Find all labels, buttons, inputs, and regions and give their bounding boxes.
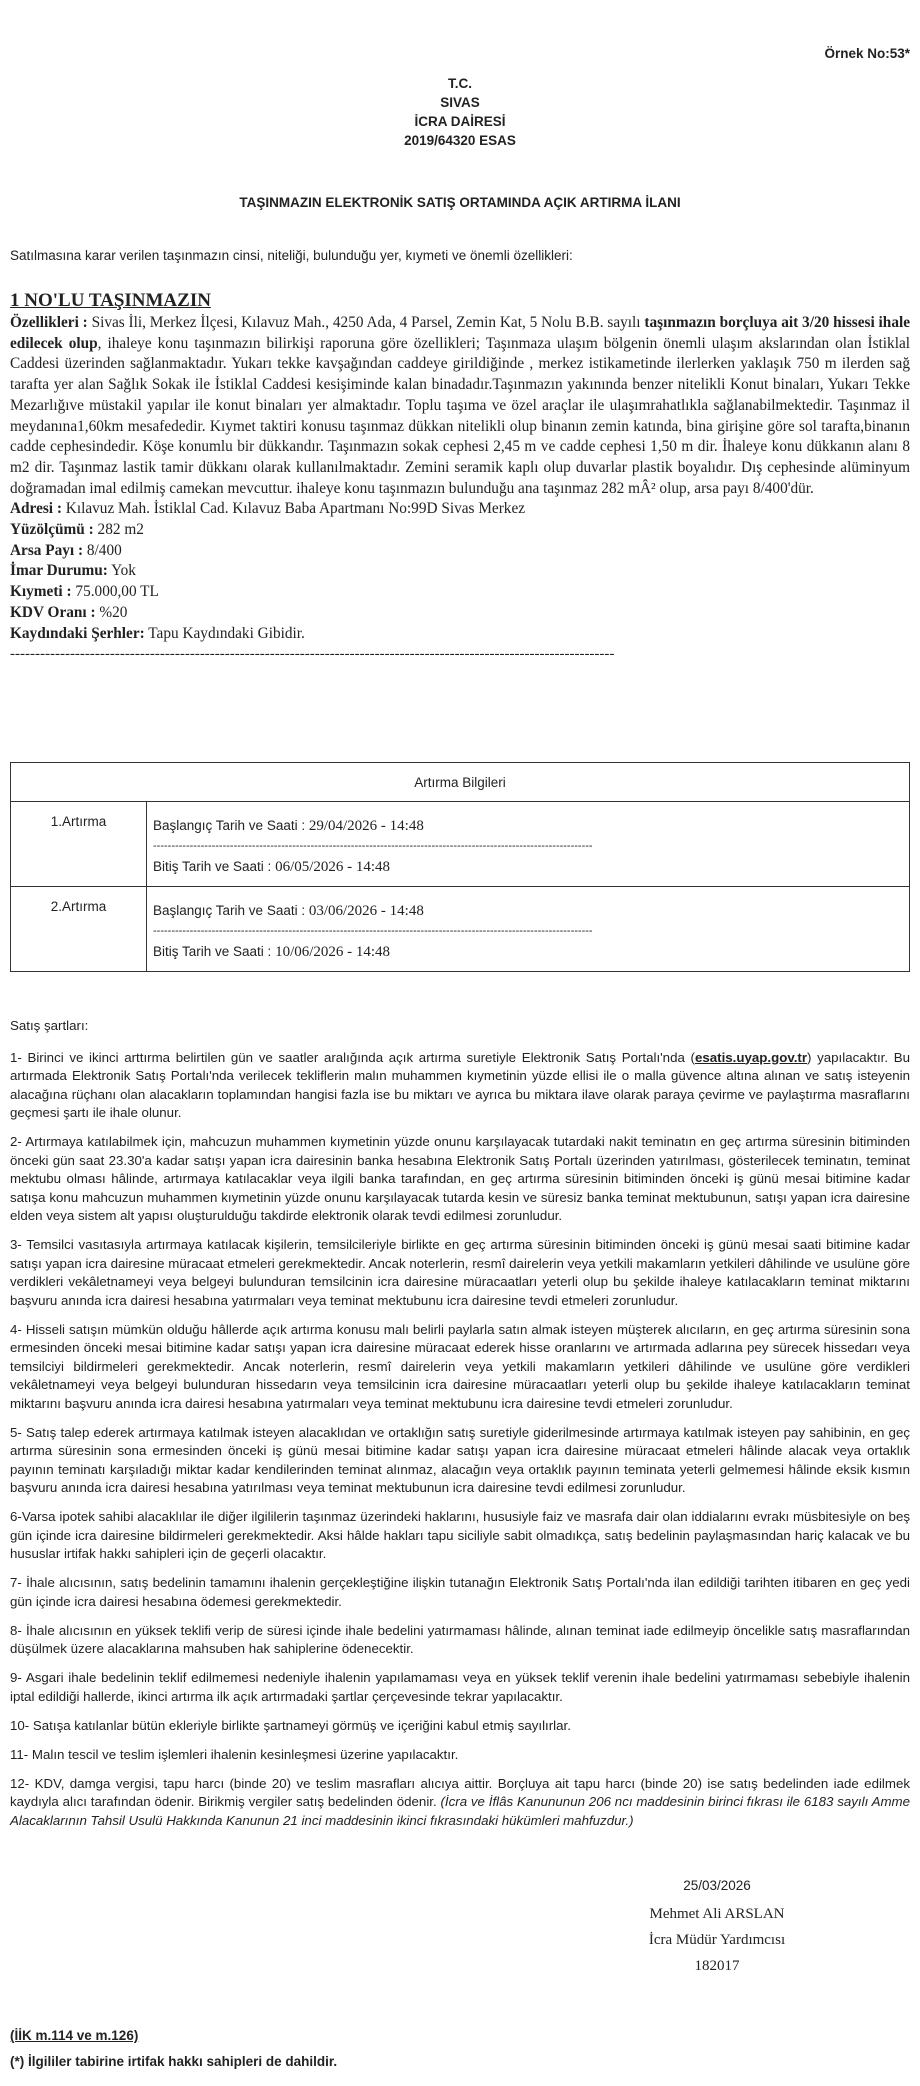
header-line: T.C. [447, 76, 472, 91]
footnote: (*) İlgililer tabirine irtifak hakkı sahipleri de dahildir. [10, 2054, 338, 2069]
section-divider: ------------------------------------------------------------------------------------------------------------------------- [10, 646, 615, 663]
term-1 [10, 1049, 910, 1123]
value-amount: 75.000,00 TL [71, 583, 159, 601]
signature-date: 25/03/2026 [683, 1878, 751, 1893]
start-label: Başlangıç Tarih ve Saati : [153, 818, 309, 833]
property-vat [10, 603, 910, 624]
intro-text: Satılmasına karar verilen taşınmazın cinsi, niteliği, bulunduğu yer, kıymeti ve önemli özellikleri: [10, 248, 573, 263]
end-datetime [153, 853, 903, 880]
signatory-number: 182017 [694, 1958, 740, 1974]
property-value [10, 582, 910, 603]
start-datetime [153, 812, 903, 839]
start-datetime [153, 897, 903, 924]
terms-heading: Satış şartları: [10, 1018, 89, 1033]
term-1-text: 1- Birinci ve ikinci arttırma belirtilen gün ve saatler aralığında açık artırma suretiyle Elektronik Satış Portalı'nda ( [10, 1049, 695, 1065]
features-label: Özellikleri : [10, 314, 88, 331]
auction-table-title: Artırma Bilgileri [11, 763, 910, 802]
sale-terms [10, 1017, 910, 1841]
round-dates [147, 887, 910, 972]
end-datetime [153, 938, 903, 965]
end-label: Bitiş Tarih ve Saati : [153, 859, 276, 874]
term-2: 2- Artırmaya katılabilmek için, mahcuzun muhammen kıymetinin yüzde onunu karşılayacak tutardaki nakit teminatın en geç artırma süresinin bitiminden önceki gün saat 23.30'a kadar satışı yapan icra dairesinin banka hesabına Elektronik Satış Portalı üzerinden yatırılması, gösterilecek teminatın, teminat mektubu olması hâlinde, artırmaya katılacaklar veya ilgili banka tarafından, en geç artırma süresinin bitiminden önceki iş günü mesai bitimine kadar satışa konu mahcuzun muhammen kıymetinin yüzde onunu karşılayacak tutarda kesin ve süresiz banka teminat mektubunun, satışı yapan icra dairesine elden veya sistem alt yapısı oluşturulduğu takdirde elektronik olarak tevdi edilmesi zorunludur. [10, 1134, 910, 1223]
area-value: 282 m2 [93, 521, 144, 539]
document-header [10, 74, 910, 150]
document-title: TAŞINMAZIN ELEKTRONİK SATIŞ ORTAMINDA AÇIK ARTIRMA İLANI [239, 195, 681, 210]
vat-value: %20 [95, 603, 128, 621]
term-12-legal-note: (İcra ve İflâs Kanununun 206 ncı maddesinin birinci fıkrası ile 6183 sayılı Amme Alacaklarının Tahsil Usulü Hakkında Kanunun 21 inci maddesinin ikinci fıkrasındaki hükümleri mahfuzdur.) [10, 1794, 911, 1828]
signatory-title: İcra Müdür Yardımcısı [648, 1932, 786, 1948]
end-value: 10/06/2026 - 14:48 [275, 944, 391, 960]
property-area [10, 520, 910, 541]
conditions-value: Tapu Kaydındaki Gibidir. [144, 624, 305, 642]
start-value: 29/04/2026 - 14:48 [308, 818, 424, 834]
auction-round-row [11, 802, 910, 887]
property-address [10, 499, 910, 520]
address-value: Kılavuz Mah. İstiklal Cad. Kılavuz Baba Apartmanı No:99D Sivas Merkez [61, 500, 526, 518]
header-line: İCRA DAİRESİ [414, 114, 506, 129]
round-label: 1.Artırma [11, 802, 147, 887]
term-11: 11- Malın tescil ve teslim işlemleri ihalenin kesinleşmesi üzerine yapılacaktır. [10, 1746, 459, 1762]
property-zoning [10, 561, 910, 582]
property-conditions [10, 624, 910, 645]
term-8: 8- İhale alıcısının en yüksek teklifi verip de süresi içinde ihale bedelini yatırmaması hâlinde, alınan teminat iade edilmeyip öncelikle satış masraflarından düşülmek üzere alacaklarına mahsuben hak sahiplerine ödenecektir. [10, 1622, 910, 1656]
row-dash-divider: ------------------------------------------------------------------------------------------------------------------------ [153, 840, 593, 852]
term-1-text-post: ) yapılacaktır. Bu artırmada Elektronik Satış Portalı'nda verilecek tekliflerin malın muhammen kıymetinin yüzde ellisi ile o malla güvence altına alınan ve satış isteyenin alacağına rüçhanı olan alacakların toplamından hangisi fazla ise bu miktarı ve ayrıca bu miktara ilave olarak paraya çevirme ve paylaştırma masraflarını geçmesi şartı ile ihale olunur. [10, 1049, 910, 1120]
footer-notes [10, 2023, 337, 2075]
start-label: Başlangıç Tarih ve Saati : [153, 903, 309, 918]
share-label: Arsa Payı : [10, 541, 84, 559]
property-share [10, 541, 910, 562]
end-label: Bitiş Tarih ve Saati : [153, 944, 276, 959]
signature-block [648, 1878, 786, 1979]
round-label: 2.Artırma [11, 887, 147, 972]
vat-label: KDV Oranı : [10, 603, 96, 621]
term-10: 10- Satışa katılanlar bütün ekleriyle birlikte şartnameyi görmüş ve içeriğini kabul etmiş sayılırlar. [10, 1717, 571, 1733]
law-reference: (İİK m.114 ve m.126) [10, 2028, 139, 2043]
property-features [10, 313, 910, 499]
zoning-value: Yok [107, 562, 136, 580]
start-value: 03/06/2026 - 14:48 [308, 903, 424, 919]
zoning-label: İmar Durumu: [10, 562, 108, 580]
round-dates [147, 802, 910, 887]
term-3: 3- Temsilci vasıtasıyla artırmaya katılacak kişilerin, temsilcileriyle birlikte en geç artırma süresinin bitiminden önceki iş günü mesai saati bitimine kadar satışı yapan icra dairesine müracaat etmeleri gerekmektedir. Ancak noterlerin, resmî dairelerin veya yetkili makamların yetkileri dâhilinde ve usulüne göre verdikleri vekâletnameyi veya belgeyi bulunduran temsilcinin icra dairesine müracaatları yeterli olup bu şekilde ihaleye katılacakların teminat miktarını başvuru anında icra dairesi hesabına yatırmaları veya teminat mektubunu icra dairesine tevdi etmeleri zorunludur. [10, 1237, 910, 1308]
auction-table [10, 762, 910, 972]
features-text-post: , ihaleye konu taşınmazın bilirkişi raporuna göre özellikleri; Taşınmaza ulaşım bölgenin önemli ulaşım akslarından olan İstiklal Caddesi üzerinden sağlanmaktadır. Yukarı tekke kavşağından caddeye girildiğinde , merkez istikametinde ilerlerken yaklaşık 750 m ilerden sağ tarafta yer alan Sağlık Sokak ile İstiklal Caddesi kesişiminde kalan binadadır.Taşınmazın yakınında benzer nitelikli Konut binaları, Yukarı Tekke Mezarlığıve müstakil yapılar ile konut binaları yer almaktadır. Toplu taşıma ve özel araçlar ile ulaşımrahatlıkla sağlanabilmektedir. Taşınmaz il meydanına1,60km mesafededir. Kıymet taktiri konusu taşınmaz dükkan nitelikli olup binanın zemin katında, bina girişine göre sol tarafta,binanın cadde cephesindedir. Köşe konumlu bir dükkandır. Taşınmazın sokak cephesi 2,45 m ve cadde cephesi 1,50 m dir. İhaleye konu dükkanın alanı 8 m2 dir. Taşınmaz lastik tamir dükkanı olarak kullanılmaktadır. Zemini seramik kaplı olup duvarlar plastik boyalıdır. Dış cephesinde alüminyum doğramadan imal edilmiş camekan mevcuttur. ihaleye konu taşınmazın bulunduğu ana taşınmaz 282 mÂ² olup, arsa payı 8/400'dür. [10, 334, 910, 497]
property-heading: 1 NO'LU TAŞINMAZIN [10, 290, 211, 311]
term-6: 6-Varsa ipotek sahibi alacaklılar ile diğer ilgililerin taşınmaz üzerindeki haklarını, hususiyle faiz ve masrafa dair olan iddialarını evrakı müsbitesiyle on beş gün içinde icra dairesine bildirmeleri gerekmektedir. Aksi hâlde hakları tapu siciliyle sabit olmadıkça, satış bedelinin paylaşmasından hariç kalacak ve bu hususlar irtifak hakkı sahipleri için de geçerli olacaktır. [10, 1509, 910, 1561]
features-text-pre: Sivas İli, Merkez İlçesi, Kılavuz Mah., 4250 Ada, 4 Parsel, Zemin Kat, 5 Nolu B.B. sayılı [87, 314, 645, 331]
term-5: 5- Satış talep ederek artırmaya katılmak isteyen alacaklıdan ve ortaklığın satış suretiyle giderilmesinde artırmaya katılmak isteyen pay sahibinin, en geç artırma süresinin sona ermesinden önceki iş günü mesai bitimine kadar satışı yapan icra dairesine müracaat etmeleri hâlinde alacak veya ortaklık payının teminatı karşıladığı miktar kadar kendilerinden teminat alınmaz, alacağın veya ortaklık payının teminata yeterli gelmemesi hâlinde eksik kısmın başvuru anında icra dairesi hesabına yatırılması veya teminat mektubunun icra dairesine tevdi edilmesi zorunludur. [10, 1424, 910, 1495]
features-text-bold: taşınmazın borçluya ait 3/20 hissesi ihale edilecek olup [10, 314, 911, 352]
area-label: Yüzölçümü : [10, 521, 94, 539]
auction-round-row [11, 887, 910, 972]
signatory-name: Mehmet Ali ARSLAN [649, 1906, 785, 1922]
row-dash-divider: ------------------------------------------------------------------------------------------------------------------------ [153, 925, 593, 937]
term-12-text: 12- KDV, damga vergisi, tapu harcı (binde 20) ve teslim masrafları alıcıya aittir. Borçluya ait tapu harcı (binde 20) ise satış bedelinden iade edilmek kaydıyla alıcı tarafından ödenir. Birikmiş vergiler satış bedelinden ödenir. [10, 1775, 910, 1809]
value-label: Kıymeti : [10, 583, 72, 601]
term-4: 4- Hisseli satışın mümkün olduğu hâllerde açık artırma konusu malı belirli paylarla satın almak isteyen müşterek alıcıların, en geç artırma süresinin sona ermesinden önceki mesai bitimine kadar satışı yapan icra dairesine müracaat ederek hisse oranlarını ve artırmada adlarına pey sürecek hissedarı veya temsilciyi bildirmeleri gerekmektedir. Ancak noterlerin, resmî dairelerin veya yetkili makamların yetkileri dâhilinde ve usulüne göre verdikleri vekâletnameyi veya belgeyi bulunduran hissedarın veya temsilcinin icra dairesine müracaatları yeterli olup bu şekilde ihaleye katılacakların teminat miktarını başvuru anında icra dairesi hesabına yatırmaları veya teminat mektubunu icra dairesine tevdi etmeleri zorunludur. [10, 1321, 910, 1411]
address-label: Adresi : [10, 500, 62, 518]
term-7: 7- İhale alıcısının, satış bedelinin tamamını ihalenin gerçekleştiğine ilişkin tutanağın Elektronik Satış Portalı'nda ilan edildiği tarihten itibaren en geç yedi gün içinde icra dairesi hesabına ödemesi gerekmektedir. [10, 1575, 910, 1609]
header-line: 2019/64320 ESAS [404, 133, 516, 148]
end-value: 06/05/2026 - 14:48 [275, 859, 391, 875]
term-9: 9- Asgari ihale bedelinin teklif edilmemesi nedeniyle ihalenin yapılamaması veya en yüksek teklif verenin ihale bedelini yatırmaması sebebiyle ihalenin iptal edildiği hallerde, ikinci artırma ilk açık artırmadaki şartlar çerçevesinde tekrar yapılacaktır. [10, 1670, 910, 1704]
property-section [10, 289, 910, 665]
conditions-label: Kaydındaki Şerhler: [10, 624, 145, 642]
term-12 [10, 1775, 910, 1831]
sample-number: Örnek No:53* [824, 46, 910, 61]
share-value: 8/400 [83, 541, 122, 559]
esatis-link[interactable]: esatis.uyap.gov.tr [694, 1049, 808, 1065]
header-line: SIVAS [440, 95, 480, 110]
